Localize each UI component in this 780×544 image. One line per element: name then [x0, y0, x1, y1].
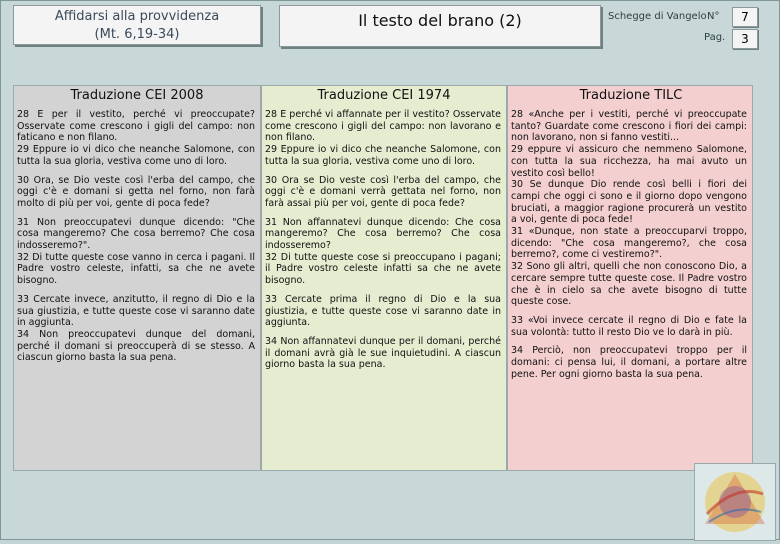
verse-34: 34 Non affannatevi dunque per il domani, perché il domani avrà già le sue inquietudini. A ciascun giorno basta la sua pena. [265, 335, 501, 371]
verse-29: 29 eppure vi assicuro che nemmeno Salomone, con tutta la sua ricchezza, ha mai avuto un vestito così bello! [511, 144, 747, 179]
verse-33: 33 «Voi invece cercate il regno di Dio e fate la sua volontà: tutto il resto Dio ve lo darà in più. [511, 314, 747, 338]
verse-32: 32 Sono gli altri, quelli che non conoscono Dio, a cercare sempre tutte queste cose. Il Padre vostro che è in cielo sa che avete bisogno di tutte queste cose. [511, 261, 747, 308]
verse-28: 28 E perché vi affannate per il vestito? Osservate come crescono i gigli del campo: non lavorano e non filano. [265, 109, 501, 144]
logo-graphic [695, 464, 775, 540]
verse-33: 33 Cercate invece, anzitutto, il regno di Dio e la sua giustizia, e tutte queste cose vi saranno date in aggiunta. [17, 293, 255, 329]
page-title: Il testo del brano (2) [279, 5, 601, 47]
verse-28: 28 «Anche per i vestiti, perché vi preoccupate tanto? Guardate come crescono i fiori dei campi: non lavorano, non si fanno vestiti... [511, 109, 747, 144]
passage-citation: (Mt. 6,19-34) [94, 27, 180, 42]
verse-30: 30 Se dunque Dio rende così belli i fiori dei campi che oggi ci sono e il giorno dopo vengono bruciati, a maggior ragione procurerà un vestito a voi, gente di poca fede! [511, 179, 747, 226]
verse-29: 29 Eppure io vi dico che neanche Salomone, con tutta la sua gloria, vestiva come uno di loro. [17, 144, 255, 167]
verse-34: 34 Non preoccupatevi dunque del domani, perché il domani si preoccuperà di se stesso. A ciascun giorno basta la sua pena. [17, 328, 255, 364]
verse-31: 31 «Dunque, non state a preoccuparvi troppo, dicendo: "Che cosa mangeremo?, che cosa berremo?, come ci vestiremo?". [511, 226, 747, 261]
passage-title: Affidarsi alla provvidenza [54, 9, 220, 24]
page-label: Pag. [704, 32, 726, 43]
verse-30: 30 Ora, se Dio veste così l'erba del campo, che oggi c'è e domani si getta nel forno, non farà molto di più per voi, gente di poca fede? [17, 174, 255, 209]
number-label: N° [707, 11, 720, 22]
verse-33: 33 Cercate prima il regno di Dio e la sua giustizia, e tutte queste cose vi saranno date in aggiunta. [265, 293, 501, 329]
verse-28: 28 E per il vestito, perché vi preoccupate? Osservate come crescono i gigli del campo: non faticano e non filano. [17, 109, 255, 144]
column-title-cei-2008: Traduzione CEI 2008 [70, 88, 204, 103]
verse-31: 31 Non preoccupatevi dunque dicendo: "Che cosa mangeremo? Che cosa berremo? Che cosa indosseremo?". [17, 216, 255, 252]
series-label: Schegge di Vangelo [608, 11, 707, 22]
number-value: 7 [732, 7, 758, 27]
passage-reference-box [13, 5, 261, 45]
column-text-cei-2008 [17, 109, 255, 371]
column-title-tilc: Traduzione TILC [579, 88, 683, 103]
verse-30: 30 Ora se Dio veste così l'erba del campo, che oggi c'è e domani verrà gettata nel forno, non farà assai più per voi, gente di poca fede? [265, 174, 501, 209]
verse-31: 31 Non affannatevi dunque dicendo: Che cosa mangeremo? Che cosa berremo? Che cosa indosseremo? [265, 216, 501, 252]
column-title-cei-1974: Traduzione CEI 1974 [317, 88, 451, 103]
page-value: 3 [732, 29, 758, 49]
column-text-tilc [511, 109, 747, 387]
column-text-cei-1974 [265, 109, 501, 378]
verse-29: 29 Eppure io vi dico che neanche Salomone, con tutta la sua gloria, vestiva come uno di loro. [265, 144, 501, 167]
verse-34: 34 Perciò, non preoccupatevi troppo per il domani: ci pensa lui, il domani, a portare altre pene. Per ogni giorno basta la sua pena. [511, 345, 747, 380]
verse-32: 32 Di tutte queste cose vanno in cerca i pagani. Il Padre vostro celeste, infatti, sa che ne avete bisogno. [17, 251, 255, 287]
schegge-di-vangelo-logo [694, 463, 776, 541]
verse-32: 32 Di tutte queste cose si preoccupano i pagani; il Padre vostro celeste infatti sa che ne avete bisogno. [265, 251, 501, 287]
